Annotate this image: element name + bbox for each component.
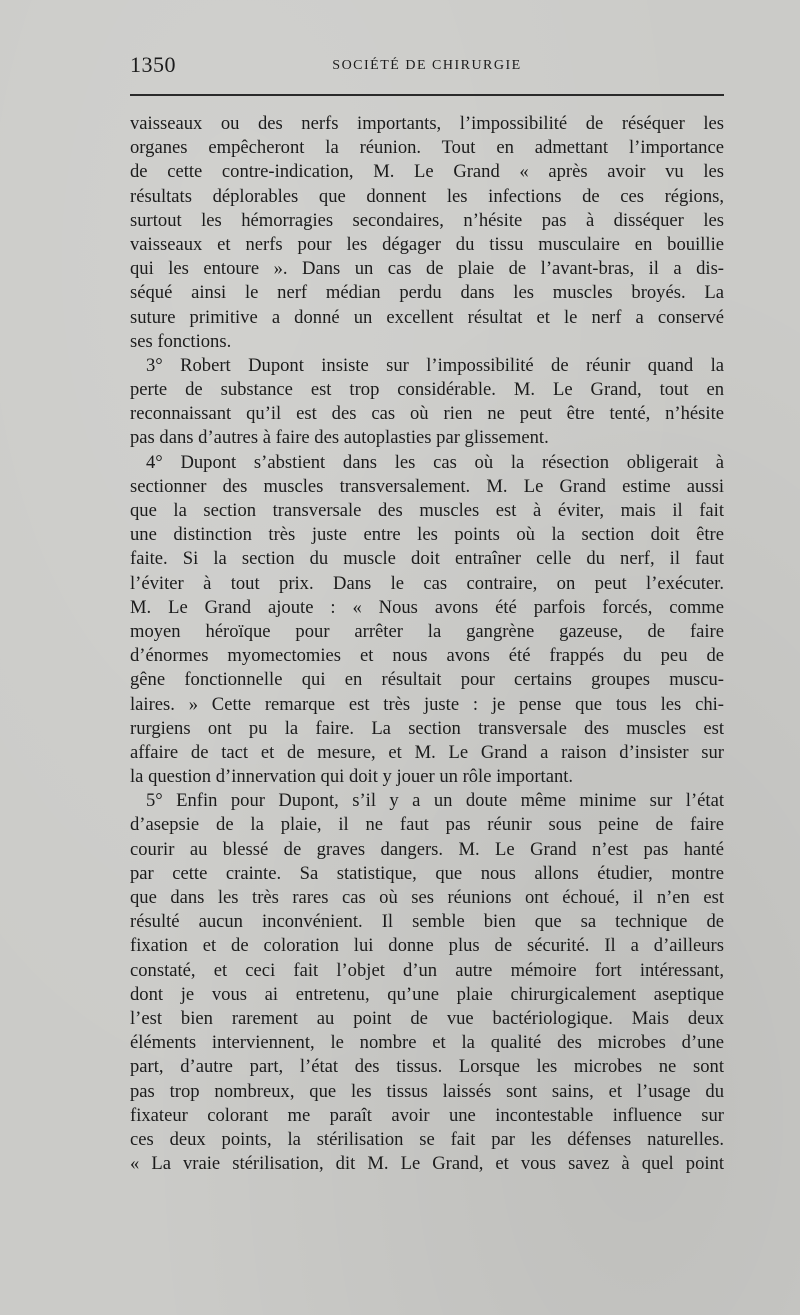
text-line: d’asepsie de la plaie, il ne faut pas réunir sous peine de faire: [130, 814, 724, 836]
text-line: 3° Robert Dupont insiste sur l’impossibilité de réunir quand la: [146, 354, 724, 376]
text-line: pas trop nombreux, que les tissus laissés sont sains, et l’usage du: [130, 1080, 724, 1102]
page-number: 1350: [130, 52, 176, 77]
text-line: une distinction très juste entre les points où la section doit être: [130, 524, 724, 546]
text-line: 4° Dupont s’abstient dans les cas où la résection obligerait à: [146, 451, 724, 473]
text-line: fixateur colorant me paraît avoir une incontestable influence sur: [130, 1104, 724, 1126]
text-line: fixation et de coloration lui donne plus de sécurité. Il a d’ailleurs: [130, 935, 724, 957]
text-line: organes empêcheront la réunion. Tout en admettant l’importance: [130, 137, 724, 159]
text-line: affaire de tact et de mesure, et M. Le Grand a raison d’insister sur: [130, 741, 724, 763]
text-line: l’éviter à tout prix. Dans le cas contraire, on peut l’exécuter.: [130, 572, 724, 594]
text-line: perte de substance est trop considérable. M. Le Grand, tout en: [130, 379, 724, 401]
text-line: pas dans d’autres à faire des autoplasties par glissement.: [130, 427, 549, 449]
text-line: vaisseaux et nerfs pour les dégager du tissu musculaire en bouillie: [130, 233, 724, 255]
text-line: 5° Enfin pour Dupont, s’il y a un doute même minime sur l’état: [146, 790, 724, 812]
text-line: de cette contre-indication, M. Le Grand « après avoir vu les: [130, 161, 724, 183]
text-line: l’est bien rarement au point de vue bactériologique. Mais deux: [130, 1007, 724, 1029]
text-line: ces deux points, la stérilisation se fait par les défenses naturelles.: [130, 1128, 724, 1150]
header-rule: [130, 94, 724, 96]
page-header: [130, 52, 724, 82]
body-text: [130, 112, 724, 1176]
text-line: constaté, et ceci fait l’objet d’un autre mémoire fort intéressant,: [130, 959, 724, 981]
text-line: reconnaissant qu’il est des cas où rien ne peut être tenté, n’hésite: [130, 403, 724, 425]
text-line: part, d’autre part, l’état des tissus. Lorsque les microbes ne sont: [130, 1056, 724, 1078]
text-line: vaisseaux ou des nerfs importants, l’impossibilité de réséquer les: [130, 113, 724, 134]
text-line: suture primitive a donné un excellent résultat et le nerf a conservé: [130, 306, 724, 328]
text-line: séqué ainsi le nerf médian perdu dans les muscles broyés. La: [130, 282, 724, 304]
text-line: par cette crainte. Sa statistique, que nous allons étudier, montre: [130, 862, 724, 884]
text-line: la question d’innervation qui doit y jouer un rôle important.: [130, 766, 574, 788]
text-line: gêne fonctionnelle qui en résultait pour certains groupes muscu-: [130, 669, 724, 691]
text-line: que dans les très rares cas où ses réunions ont échoué, il n’en est: [130, 887, 724, 908]
text-line: résultats déplorables que donnent les infections de ces régions,: [130, 185, 724, 207]
text-line: qui les entoure ». Dans un cas de plaie de l’avant-bras, il a dis-: [130, 258, 724, 280]
text-line: d’énormes myomectomies et nous avons été frappés du peu de: [130, 645, 724, 667]
text-line: éléments interviennent, le nombre et la qualité des microbes d’une: [130, 1032, 724, 1054]
text-line: ses fonctions.: [130, 330, 232, 352]
text-line: courir au blessé de graves dangers. M. Le Grand n’est pas hanté: [130, 838, 724, 860]
text-line: que la section transversale des muscles est à éviter, mais il fait: [130, 500, 724, 521]
text-line: laires. » Cette remarque est très juste : je pense que tous les chi-: [130, 693, 724, 715]
running-head: SOCIÉTÉ DE CHIRURGIE: [332, 58, 522, 73]
text-line: faite. Si la section du muscle doit entraîner celle du nerf, il faut: [130, 548, 724, 570]
text-line: moyen héroïque pour arrêter la gangrène gazeuse, de faire: [130, 620, 724, 642]
text-line: surtout les hémorragies secondaires, n’hésite pas à disséquer les: [130, 209, 724, 231]
text-line: dont je vous ai entretenu, qu’une plaie chirurgicalement aseptique: [130, 983, 724, 1005]
text-line: résulté aucun inconvénient. Il semble bien que sa technique de: [130, 911, 724, 933]
text-line: « La vraie stérilisation, dit M. Le Grand, et vous savez à quel point: [130, 1153, 724, 1175]
text-line: rurgiens ont pu la faire. La section transversale des muscles est: [130, 717, 724, 739]
text-line: M. Le Grand ajoute : « Nous avons été parfois forcés, comme: [130, 596, 724, 618]
text-line: sectionner des muscles transversalement. M. Le Grand estime aussi: [130, 475, 724, 497]
